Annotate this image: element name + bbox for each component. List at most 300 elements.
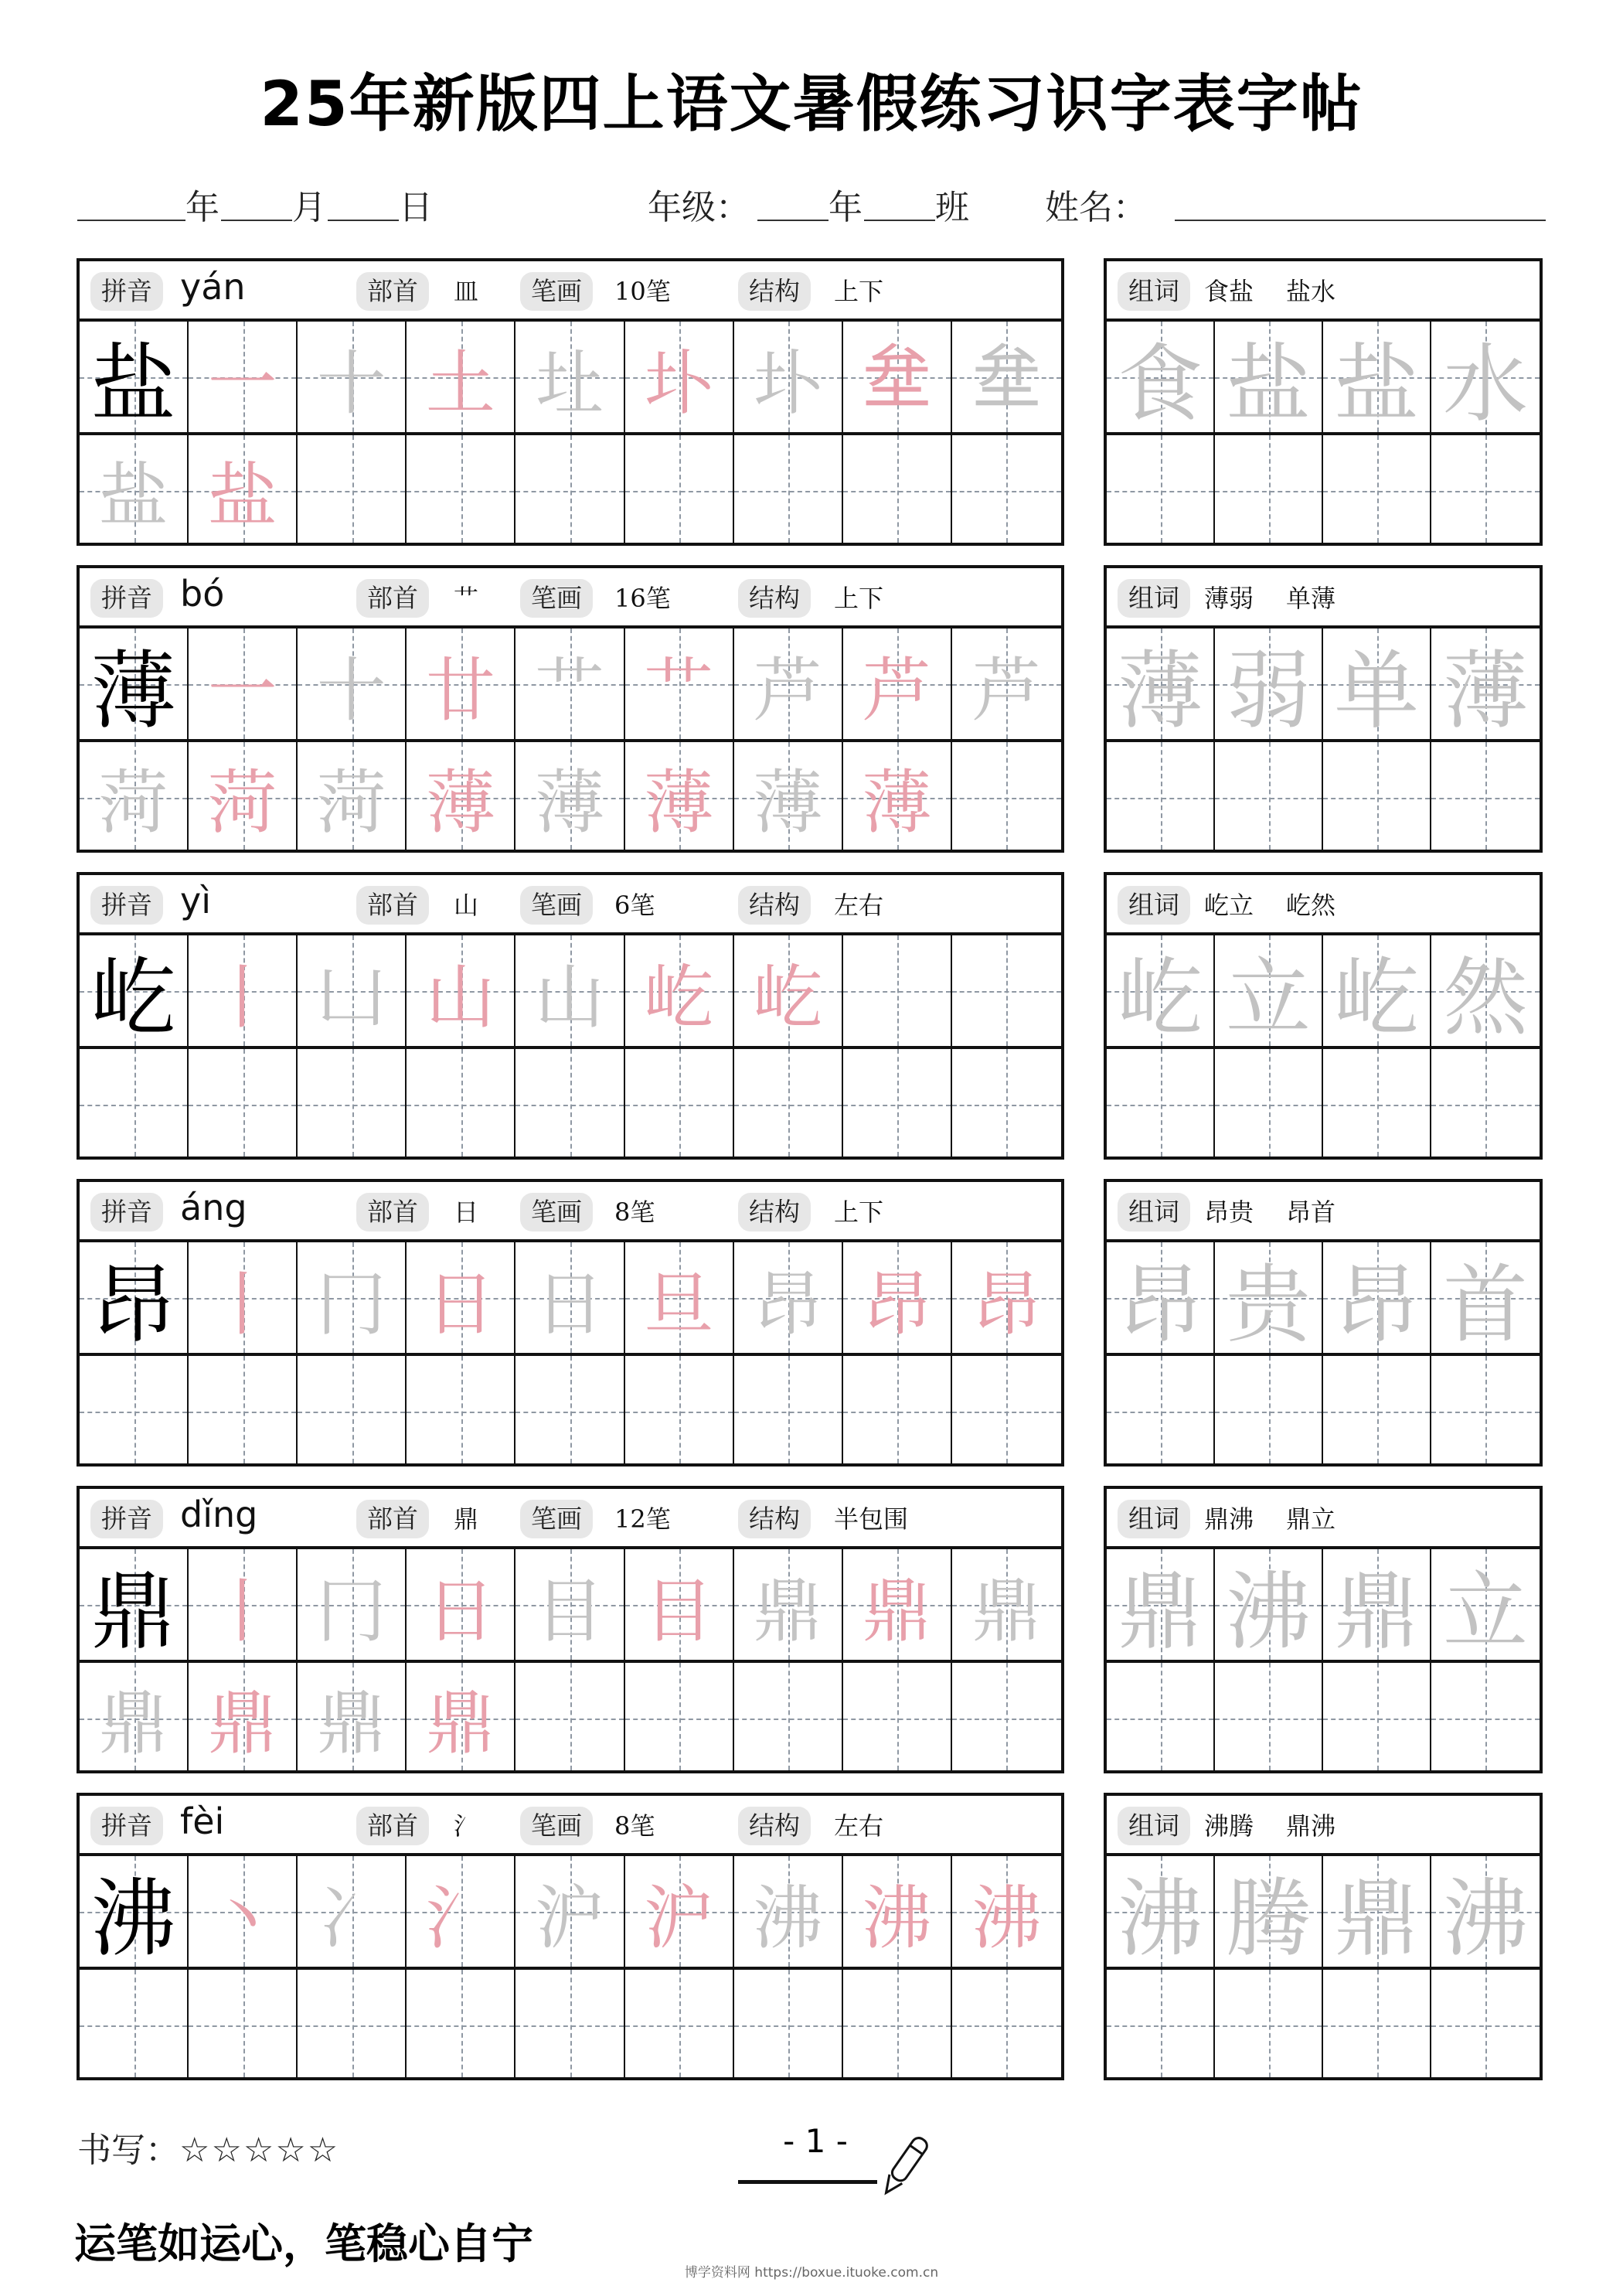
practice-cell[interactable] [952,1242,1061,1353]
word-practice-cell[interactable] [1323,1353,1431,1463]
practice-cell[interactable] [189,322,298,432]
practice-cell[interactable] [952,1353,1061,1463]
practice-cell[interactable] [298,1046,407,1157]
practice-cell[interactable] [625,432,734,543]
practice-cell[interactable] [952,432,1061,543]
stroke-step-char: 鼎 [753,1570,823,1652]
stroke-step-glyph [952,1856,1061,1967]
practice-cell[interactable] [952,1967,1061,2077]
practice-cell[interactable] [625,1242,734,1353]
horizontal-guide [1431,1412,1540,1413]
word-2: 单薄 [1286,584,1336,613]
practice-cell[interactable] [189,935,298,1046]
practice-cell[interactable] [625,739,734,850]
stroke-step-glyph [843,742,951,850]
practice-cell[interactable] [407,935,515,1046]
practice-cell[interactable] [843,629,952,739]
stroke-step-char: 丨 [207,1263,277,1345]
stroke-step-glyph [407,1549,514,1660]
stroke-step-char: 鼎 [971,1570,1042,1652]
stroke-step-glyph [843,1549,951,1660]
student-info-line [77,179,1546,233]
radical-value: 山 [454,891,479,920]
word-practice-cell[interactable] [1431,432,1540,543]
word-practice-cell[interactable] [1215,1242,1323,1353]
horizontal-guide [1215,1719,1322,1720]
word-group-header [1107,1489,1540,1549]
word-practice-cell[interactable] [1107,1242,1215,1353]
practice-cell[interactable] [298,1967,407,2077]
word-practice-cell[interactable] [1431,629,1540,739]
word-practice-cell[interactable] [1215,432,1323,543]
practice-cell[interactable] [189,739,298,850]
practice-cell[interactable] [625,1046,734,1157]
word-2: 屹然 [1286,891,1336,920]
practice-cell[interactable] [407,739,515,850]
word-1: 薄弱 [1204,584,1254,613]
practice-cell[interactable] [515,1046,624,1157]
practice-cell[interactable] [298,322,407,432]
word-practice-cell[interactable] [1323,935,1431,1046]
practice-cell[interactable] [407,322,515,432]
model-character: 昂 [90,1255,176,1354]
model-character: 沸 [90,1868,176,1968]
word-practice-cell[interactable] [1431,1046,1540,1157]
practice-cell[interactable] [843,935,952,1046]
horizontal-guide [1215,1412,1322,1413]
practice-cell[interactable] [734,322,843,432]
word-practice-cell[interactable] [1431,739,1540,850]
stroke-step-char: 目 [644,1570,714,1652]
vertical-guide [1269,435,1271,543]
stroke-step-char: 𡊅 [971,338,1042,419]
practice-cell[interactable] [407,629,515,739]
model-char-cell[interactable] [80,1856,189,1967]
word-practice-cell[interactable] [1323,1242,1431,1353]
stroke-step-char: 鼎 [862,1570,932,1652]
practice-cell[interactable] [734,935,843,1046]
practice-cell[interactable] [189,1549,298,1660]
stroke-step-glyph [189,1663,296,1770]
radical-label: 部首 [356,1807,429,1845]
practice-cell[interactable] [734,1856,843,1967]
word-trace-char: 鼎 [1334,1868,1419,1968]
word-trace-char: 鼎 [1334,1562,1419,1661]
practice-cell[interactable] [515,1549,624,1660]
model-character: 鼎 [90,1562,176,1661]
stroke-step-glyph [298,1663,405,1770]
word-trace-char: 首 [1443,1255,1528,1354]
practice-cell[interactable] [843,739,952,850]
words-label: 组词 [1118,886,1190,925]
strokes-label: 笔画 [520,1500,593,1538]
stroke-step-char: 目 [534,1570,604,1652]
practice-cell[interactable] [407,1353,515,1463]
stroke-step-char: 圵 [534,342,604,424]
practice-cell[interactable] [843,1242,952,1353]
practice-cell[interactable] [189,1660,298,1770]
practice-cell[interactable] [515,432,624,543]
stroke-step-glyph [625,742,733,850]
practice-cell[interactable] [515,1353,624,1463]
word-practice-cell[interactable] [1107,1353,1215,1463]
word-practice-cell[interactable] [1431,1242,1540,1353]
stroke-step-char: 山 [425,956,495,1038]
practice-cell[interactable] [734,1046,843,1157]
name-blank[interactable] [1175,179,1546,221]
stroke-step-glyph [298,742,405,850]
horizontal-guide [1323,1412,1430,1413]
practice-cell[interactable] [189,432,298,543]
word-practice-cell[interactable] [1431,322,1540,432]
stroke-step-glyph [298,1549,405,1660]
horizontal-guide [1107,798,1213,799]
stroke-step-char: 沸 [862,1877,932,1959]
horizontal-guide [1431,2025,1540,2027]
practice-cell[interactable] [515,629,624,739]
words-label: 组词 [1118,1807,1190,1845]
stroke-step-char: 盐 [98,455,168,537]
practice-cell[interactable] [625,1660,734,1770]
stroke-step-glyph [734,742,842,850]
word-2: 鼎沸 [1286,1811,1336,1841]
radical-value: 日 [454,1197,479,1227]
practice-cell[interactable] [189,1353,298,1463]
word-practice-cell[interactable] [1215,1353,1323,1463]
practice-cell[interactable] [734,1967,843,2077]
practice-cell[interactable] [189,629,298,739]
word-practice-cell[interactable] [1107,1660,1215,1770]
horizontal-guide [1323,1719,1430,1720]
stroke-step-glyph [515,1856,623,1967]
practice-cell[interactable] [80,1353,189,1463]
practice-cell[interactable] [734,432,843,543]
stroke-step-glyph [625,629,733,739]
word-practice-cell[interactable] [1215,629,1323,739]
practice-cell[interactable] [80,1967,189,2077]
word-trace-char: 立 [1443,1562,1528,1661]
vertical-guide [1485,1049,1487,1157]
vertical-guide [1269,1049,1271,1157]
practice-cell[interactable] [298,629,407,739]
practice-cell[interactable] [298,1660,407,1770]
stroke-step-glyph [298,1856,405,1967]
practice-cell[interactable] [515,1242,624,1353]
practice-cell[interactable] [952,629,1061,739]
horizontal-guide [1431,798,1540,799]
practice-cell[interactable] [189,1242,298,1353]
word-practice-cell[interactable] [1323,1046,1431,1157]
practice-cell[interactable] [625,935,734,1046]
char-info-header [80,261,1061,322]
practice-cell[interactable] [298,1856,407,1967]
stroke-step-glyph [189,1242,296,1353]
practice-cell[interactable] [843,1046,952,1157]
strokes-value: 16笔 [614,584,671,613]
word-trace-char: 沸 [1226,1562,1311,1661]
stroke-step-char: 鼎 [316,1682,386,1764]
stroke-step-char: 一 [207,649,277,731]
practice-cell[interactable] [734,739,843,850]
stroke-step-char: 艹 [644,649,714,731]
stroke-step-char: 鼎 [207,1682,277,1764]
stroke-step-glyph [80,742,187,850]
practice-cell[interactable] [952,1856,1061,1967]
stroke-step-char: 丨 [207,956,277,1038]
practice-cell[interactable] [515,739,624,850]
stroke-step-glyph [734,1856,842,1967]
vertical-guide [1269,1663,1271,1770]
practice-cell[interactable] [952,739,1061,850]
practice-cell[interactable] [843,1967,952,2077]
pinyin-value: fèi [180,1800,225,1842]
practice-cell[interactable] [407,1967,515,2077]
practice-cell[interactable] [407,1660,515,1770]
grade-year-label: 年 [829,188,863,227]
practice-cell[interactable] [625,629,734,739]
writing-label: 书写： [77,2131,179,2170]
practice-cell[interactable] [843,322,952,432]
pinyin-value: dǐng [180,1494,258,1535]
vertical-guide [1377,1356,1379,1463]
vertical-guide [1485,1970,1487,2077]
stroke-step-glyph [189,1856,296,1967]
practice-cell[interactable] [189,1046,298,1157]
stroke-step-char: 盐 [207,455,277,537]
vertical-guide [1485,1663,1487,1770]
practice-cell[interactable] [625,1856,734,1967]
practice-cell[interactable] [80,739,189,850]
vertical-guide [1161,1970,1162,2077]
structure-label: 结构 [738,272,811,311]
word-group-header [1107,1182,1540,1242]
year-blank[interactable] [77,179,185,221]
stroke-step-glyph [952,1549,1061,1660]
horizontal-guide [1107,1412,1213,1413]
page-number: - 1 - [783,2122,848,2160]
radical-label: 部首 [356,886,429,925]
stroke-step-glyph [843,629,951,739]
word-group-box [1104,872,1543,1160]
char-practice-box [77,565,1064,853]
word-practice-cell[interactable] [1215,739,1323,850]
practice-cell[interactable] [625,1353,734,1463]
grade-year-blank[interactable] [757,179,829,221]
word-practice-cell[interactable] [1107,629,1215,739]
word-practice-cell[interactable] [1323,432,1431,543]
model-char-cell[interactable] [80,935,189,1046]
stroke-step-glyph [515,1549,623,1660]
stroke-step-glyph [734,1549,842,1660]
word-practice-cell[interactable] [1215,1046,1323,1157]
word-practice-cell[interactable] [1215,1856,1323,1967]
stroke-step-char: 日 [425,1570,495,1652]
word-practice-cell[interactable] [1107,739,1215,850]
word-practice-cell[interactable] [1107,1856,1215,1967]
word-1: 鼎沸 [1204,1504,1254,1534]
word-trace-char: 薄 [1118,641,1203,741]
radical-label: 部首 [356,1193,429,1231]
horizontal-guide [1107,1719,1213,1720]
vertical-guide [1377,1970,1379,2077]
stroke-step-glyph [734,1242,842,1353]
practice-cell[interactable] [952,935,1061,1046]
word-practice-cell[interactable] [1431,935,1540,1046]
word-practice-cell[interactable] [1107,322,1215,432]
word-practice-cell[interactable] [1323,1967,1431,2077]
word-practice-cell[interactable] [1107,1046,1215,1157]
practice-cell[interactable] [80,1046,189,1157]
practice-cell[interactable] [843,1549,952,1660]
practice-cell[interactable] [843,1660,952,1770]
model-char-cell[interactable] [80,629,189,739]
practice-cell[interactable] [298,1353,407,1463]
practice-cell[interactable] [189,1967,298,2077]
word-trace-char: 盐 [1334,334,1419,434]
word-practice-cell[interactable] [1107,935,1215,1046]
radical-label: 部首 [356,579,429,618]
word-practice-cell[interactable] [1215,1967,1323,2077]
horizontal-guide [1431,491,1540,492]
word-practice-cell[interactable] [1431,1353,1540,1463]
stroke-step-char: 丶 [207,1877,277,1959]
practice-cell[interactable] [843,1353,952,1463]
practice-cell[interactable] [515,935,624,1046]
model-char-cell[interactable] [80,322,189,432]
word-practice-cell[interactable] [1431,1549,1540,1660]
stroke-step-glyph [298,629,405,739]
model-char-cell[interactable] [80,1549,189,1660]
structure-label: 结构 [738,579,811,618]
stroke-step-char: 沪 [644,1877,714,1959]
stroke-step-char: 芦 [862,649,932,731]
word-practice-cell[interactable] [1323,739,1431,850]
practice-cell[interactable] [515,1967,624,2077]
word-practice-cell[interactable] [1323,322,1431,432]
practice-cell[interactable] [734,1660,843,1770]
month-blank[interactable] [221,179,292,221]
practice-cell[interactable] [189,1856,298,1967]
practice-cell[interactable] [515,322,624,432]
practice-cell[interactable] [843,1856,952,1967]
stroke-step-glyph [515,742,623,850]
word-practice-cell[interactable] [1431,1967,1540,2077]
stroke-step-glyph [843,322,951,432]
word-trace-char: 弱 [1226,641,1311,741]
horizontal-guide [1323,491,1430,492]
practice-cell[interactable] [734,629,843,739]
stroke-step-char: 薄 [753,761,823,843]
practice-cell[interactable] [80,432,189,543]
char-practice-box [77,1486,1064,1773]
pinyin-label: 拼音 [90,1500,163,1538]
practice-cell[interactable] [952,1046,1061,1157]
practice-cell[interactable] [407,432,515,543]
practice-cell[interactable] [515,1660,624,1770]
watermark: 博学资料网 https://boxue.ituoke.com.cn [684,2265,939,2281]
word-2: 昂首 [1286,1197,1336,1227]
practice-cell[interactable] [407,1856,515,1967]
word-2: 盐水 [1286,277,1336,306]
word-practice-cell[interactable] [1323,629,1431,739]
word-practice-cell[interactable] [1107,1967,1215,2077]
word-practice-cell[interactable] [1107,432,1215,543]
stroke-step-char: 昂 [753,1263,823,1345]
stroke-step-glyph [407,322,514,432]
practice-cell[interactable] [407,1046,515,1157]
practice-cell[interactable] [298,935,407,1046]
stroke-step-char: 沸 [971,1877,1042,1959]
grade-class-blank[interactable] [864,179,935,221]
structure-label: 结构 [738,1193,811,1231]
rating-stars[interactable]: ☆☆☆☆☆ [179,2131,340,2170]
horizontal-guide [1215,491,1322,492]
word-practice-cell[interactable] [1215,935,1323,1046]
word-practice-cell[interactable] [1323,1856,1431,1967]
practice-cell[interactable] [952,1549,1061,1660]
word-group-box [1104,565,1543,853]
vertical-guide [1377,435,1379,543]
practice-cell[interactable] [298,432,407,543]
word-practice-cell[interactable] [1431,1660,1540,1770]
char-practice-box [77,258,1064,546]
day-blank[interactable] [328,179,399,221]
word-2: 鼎立 [1286,1504,1336,1534]
vertical-guide [1269,1356,1271,1463]
strokes-value: 10笔 [614,277,671,306]
practice-cell[interactable] [298,1549,407,1660]
practice-cell[interactable] [734,1353,843,1463]
practice-cell[interactable] [407,1549,515,1660]
word-practice-cell[interactable] [1215,1549,1323,1660]
word-practice-cell[interactable] [1431,1856,1540,1967]
word-practice-cell[interactable] [1323,1549,1431,1660]
radical-label: 部首 [356,1500,429,1538]
pinyin-label: 拼音 [90,886,163,925]
stroke-step-char: 十 [316,342,386,424]
model-char-cell[interactable] [80,1242,189,1353]
practice-cell[interactable] [952,1660,1061,1770]
practice-cell[interactable] [625,1967,734,2077]
word-practice-cell[interactable] [1215,1660,1323,1770]
word-practice-cell[interactable] [1215,322,1323,432]
stroke-step-glyph [189,629,296,739]
word-practice-cell[interactable] [1107,1549,1215,1660]
word-group-header [1107,261,1540,322]
practice-cell[interactable] [952,322,1061,432]
stroke-step-glyph [189,935,296,1046]
practice-cell[interactable] [298,739,407,850]
word-1: 昂贵 [1204,1197,1254,1227]
practice-cell[interactable] [734,1242,843,1353]
practice-cell[interactable] [407,1242,515,1353]
structure-value: 左右 [834,891,884,920]
word-practice-cell[interactable] [1323,1660,1431,1770]
practice-cell[interactable] [843,432,952,543]
practice-cell[interactable] [298,1242,407,1353]
strokes-value: 8笔 [614,1811,655,1841]
practice-cell[interactable] [80,1660,189,1770]
stroke-step-glyph [952,629,1061,739]
practice-cell[interactable] [734,1549,843,1660]
practice-cell[interactable] [515,1856,624,1967]
practice-cell[interactable] [625,322,734,432]
practice-cell[interactable] [625,1549,734,1660]
word-trace-char: 单 [1334,641,1419,741]
stroke-step-glyph [189,322,296,432]
horizontal-guide [1323,2025,1430,2027]
vertical-guide [1161,1356,1162,1463]
